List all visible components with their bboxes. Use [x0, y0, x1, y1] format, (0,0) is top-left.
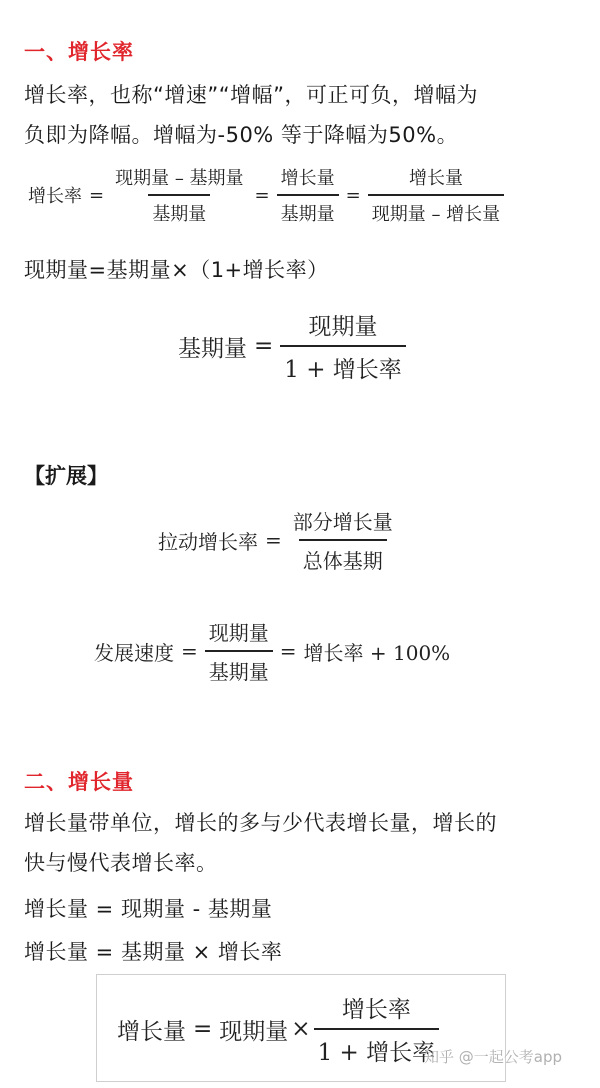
fraction-denominator: 基期量 [205, 650, 273, 685]
formula-growth-rate [28, 163, 504, 227]
fraction-growth-over-current-minus-growth [368, 164, 504, 226]
formula-pull-growth-rate [158, 506, 397, 574]
times-sign: × [291, 1016, 311, 1042]
fraction-growth-over-base [277, 164, 339, 226]
equals-sign: = [89, 184, 105, 206]
equals-sign: = [193, 1016, 213, 1042]
paragraph-growth-rate-line2: 负即为降幅。增幅为-50% 等于降幅为50%。 [24, 123, 459, 147]
fraction-current-over-base [205, 617, 273, 685]
fraction-numerator: 现期量 – 基期量 [115, 168, 244, 189]
fraction-numerator: 增长量 [280, 168, 335, 189]
extension-heading: 【扩展】 [24, 464, 108, 488]
fraction-numerator: 增长率 [341, 997, 411, 1023]
fraction-denominator: 现期量 – 增长量 [368, 194, 504, 226]
line-current-period-formula: 现期量=基期量×（1+增长率） [24, 258, 329, 282]
equals-sign: = [181, 639, 198, 663]
formula-growth-amount [117, 989, 439, 1069]
formula-lhs: 增长率 [28, 186, 82, 207]
formula-current-period: 现期量 [219, 1018, 289, 1045]
fraction-current-minus-base-over-base [111, 164, 247, 226]
fraction-denominator: 1 + 增长率 [280, 345, 406, 384]
fraction-numerator: 增长量 [408, 168, 463, 189]
section-heading-growth-rate: 一、增长率 [24, 40, 134, 64]
fraction-denominator: 基期量 [148, 194, 210, 226]
paragraph-growth-amount-line2: 快与慢代表增长率。 [24, 851, 218, 875]
fraction-current-over-one-plus-rate [280, 308, 406, 384]
fraction-denominator: 基期量 [277, 194, 339, 226]
equals-sign: = [254, 333, 274, 359]
fraction-denominator: 1 + 增长率 [314, 1028, 440, 1067]
line-growth-amount-difference: 增长量 = 现期量 - 基期量 [24, 897, 273, 921]
equals-sign: = [279, 639, 297, 663]
formula-development-speed [94, 616, 450, 686]
equals-sign: = [254, 184, 270, 206]
fraction-denominator: 总体基期 [299, 539, 387, 574]
fraction-rate-over-one-plus-rate [314, 991, 440, 1067]
formula-rhs: 增长率 + 100% [303, 640, 451, 665]
watermark-zhihu: 知乎 @一起公考app [424, 1048, 563, 1066]
fraction-numerator: 现期量 [208, 621, 269, 645]
formula-base-period [178, 306, 406, 386]
formula-lhs: 基期量 [178, 335, 247, 362]
paragraph-growth-rate-line1: 增长率，也称“增速”“增幅”，可正可负，增幅为 [24, 83, 479, 107]
fraction-numerator: 现期量 [308, 314, 378, 340]
section-heading-growth-amount: 二、增长量 [24, 770, 134, 794]
formula-lhs: 发展速度 [94, 640, 174, 665]
fraction-part-growth-over-total-base [289, 506, 397, 574]
paragraph-growth-amount-line1: 增长量带单位，增长的多与少代表增长量，增长的 [24, 811, 497, 835]
equals-sign: = [265, 528, 282, 552]
fraction-numerator: 部分增长量 [292, 510, 393, 534]
formula-lhs: 增长量 [117, 1018, 186, 1045]
formula-lhs: 拉动增长率 [158, 529, 258, 554]
line-growth-amount-product: 增长量 = 基期量 × 增长率 [24, 940, 283, 964]
equals-sign: = [345, 184, 361, 206]
